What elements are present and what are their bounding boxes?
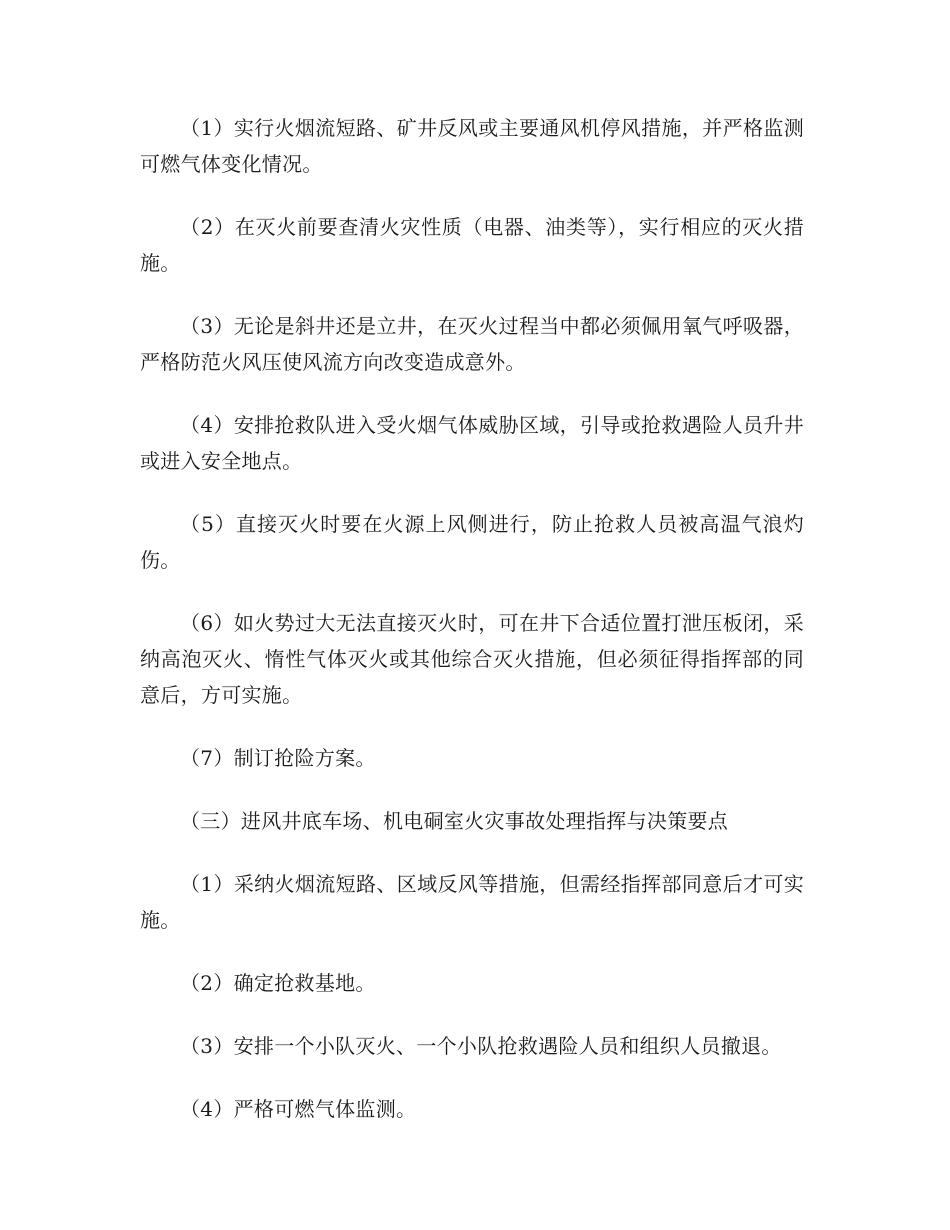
paragraph-9: （2）确定抢救基地。: [180, 971, 376, 995]
section-heading: （三）进风井底车场、机电硐室火灾事故处理指挥与决策要点: [180, 809, 729, 833]
paragraph-1: （1）实行火烟流短路、矿井反风或主要通风机停风措施，并严格监测可燃气体变化情况。: [140, 116, 804, 176]
document-body: [140, 110, 804, 1154]
paragraph-6: （6）如火势过大无法直接灭火时，可在井下合适位置打泄压板闭，采纳高泡灭火、惰性气体灭火或其他综合灭火措施，但必须征得指挥部的同意后，方可实施。: [140, 611, 804, 707]
paragraph-4: （4）安排抢救队进入受火烟气体威胁区域，引导或抢救遇险人员升井或进入安全地点。: [140, 413, 804, 473]
paragraph-2: （2）在灭火前要查清火灾性质（电器、油类等），实行相应的灭火措施。: [140, 215, 804, 275]
paragraph-3: （3）无论是斜井还是立井，在灭火过程当中都必须佩用氧气呼吸器，严格防范火风压使风流方向改变造成意外。: [140, 314, 804, 374]
paragraph-11: （4）严格可燃气体监测。: [180, 1097, 417, 1121]
paragraph-5: （5）直接灭火时要在火源上风侧进行，防止抢救人员被高温气浪灼伤。: [140, 512, 804, 572]
paragraph-10: （3）安排一个小队灭火、一个小队抢救遇险人员和组织人员撤退。: [180, 1034, 782, 1058]
paragraph-8: （1）采纳火烟流短路、区域反风等措施，但需经指挥部同意后才可实施。: [140, 872, 804, 932]
paragraph-7: （7）制订抢险方案。: [180, 746, 376, 770]
